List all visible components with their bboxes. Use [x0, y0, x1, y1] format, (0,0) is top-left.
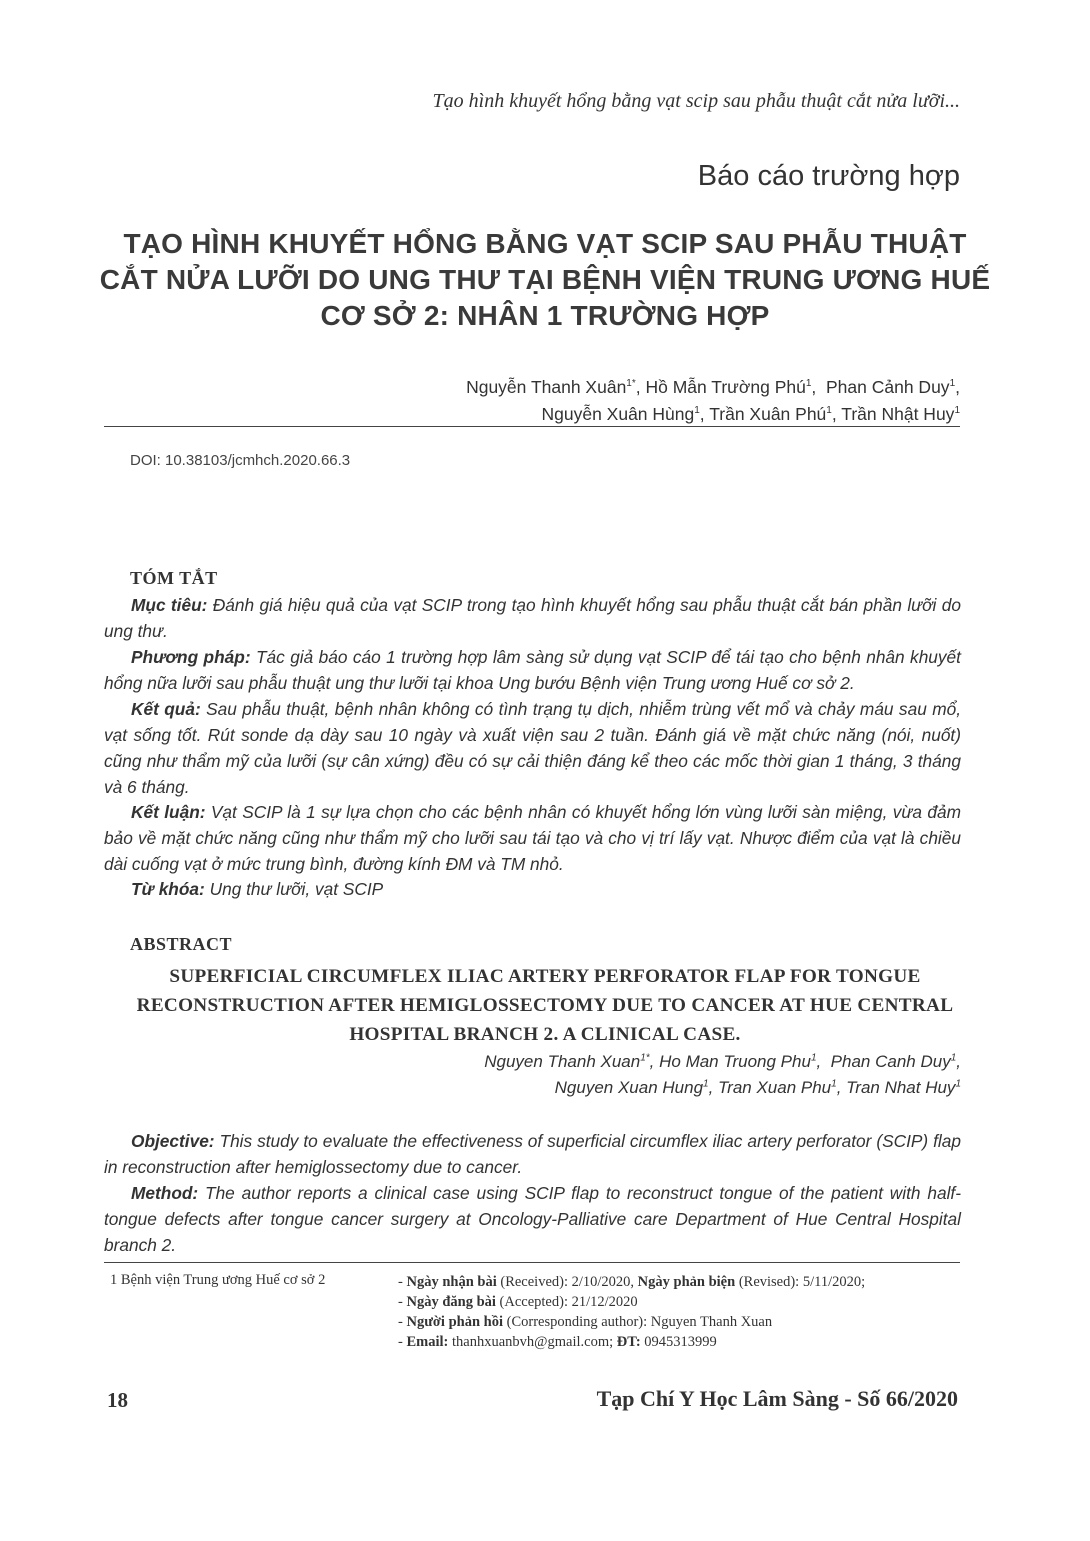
- author-affiliation: 1*: [640, 1052, 650, 1064]
- summary-objective: [104, 592, 961, 644]
- summary-conclusion: [104, 799, 961, 877]
- author-affiliation: 1: [826, 405, 832, 417]
- author-line: Nguyen Thanh Xuan$^{1*}$, Ho Man Truong Phu$^1$, Phan Canh Duy$^1$,: [484, 1052, 961, 1071]
- doi: DOI: 10.38103/jcmhch.2020.66.3: [130, 452, 351, 469]
- paragraph-label: Objective:: [131, 1131, 215, 1151]
- author-name: Nguyen Thanh Xuan: [484, 1052, 641, 1071]
- page-number: 18: [107, 1388, 128, 1412]
- accepted-line: - Ngày đăng bài (Accepted): 21/12/2020: [398, 1294, 638, 1310]
- paragraph-text: Sau phẫu thuật, bệnh nhân không có tình trạng tụ dịch, nhiễm trùng vết mổ và chảy máu sau mổ, vạt sống tốt. Rút sonde dạ dày sau 10 ngày và xuất viện sau 2 tuần. Đánh giá về mặt chức năng (nói, nuốt) cũng như thẩm mỹ của lưỡi (sự cân xứng) đều có sự cải thiện đáng kể theo các mốc thời gian 1 tháng, 3 tháng và 6 tháng.: [104, 699, 962, 797]
- author-name: Nguyễn Xuân Hùng: [541, 404, 695, 424]
- author-name: Phan Canh Duy: [830, 1052, 951, 1071]
- title-line: CẮT NỬA LƯỠI DO UNG THƯ TẠI BỆNH VIỆN TRUNG ƯƠNG HUẾ: [99, 264, 991, 295]
- phone-value: 0945313999: [644, 1334, 717, 1350]
- author-list: [466, 374, 960, 428]
- running-head: Tạo hình khuyết hổng bằng vạt scip sau phẫu thuật cắt nửa lưỡi...: [432, 90, 960, 112]
- title-line: HOSPITAL BRANCH 2. A CLINICAL CASE.: [349, 1024, 741, 1045]
- abstract-heading: ABSTRACT: [130, 934, 233, 954]
- author-name: Ho Man Truong Phu: [659, 1052, 811, 1071]
- author-affiliation: 1: [703, 1078, 709, 1090]
- paragraph-label: Method:: [131, 1183, 199, 1203]
- paragraph-label: Mục tiêu:: [131, 595, 208, 615]
- paragraph-text: Ung thư lưỡi, vạt SCIP: [209, 879, 384, 899]
- author-affiliation: 1*: [626, 378, 636, 390]
- author-name: Nguyen Xuan Hung: [554, 1078, 704, 1097]
- meta-value: (Corresponding author): Nguyen Thanh Xuan: [506, 1314, 773, 1330]
- paragraph-label: Kết luận:: [131, 802, 206, 822]
- meta-label: Email:: [406, 1334, 449, 1350]
- paragraph-text: Đánh giá hiệu quả của vạt SCIP trong tạo hình khuyết hổng sau phẫu thuật cắt bán phần lưỡi do ung thư.: [104, 595, 961, 641]
- paragraph-text: Vạt SCIP là 1 sự lựa chọn cho các bệnh nhân có khuyết hổng lớn vùng lưỡi sàn miệng, vừa đảm bảo về mặt chức năng cũng như thẩm mỹ cho lưỡi sau tái tạo và cho vị trí lấy vạt. Nhược điểm của vạt là chiều dài cuống vạt ở mức trung bình, đường kính ĐM và TM nhỏ.: [104, 802, 961, 874]
- title-line: TẠO HÌNH KHUYẾT HỔNG BẰNG VẠT SCIP SAU PHẪU THUẬT: [123, 228, 967, 259]
- title-line: RECONSTRUCTION AFTER HEMIGLOSSECTOMY DUE TO CANCER AT HUE CENTRAL: [136, 995, 954, 1016]
- author-name: Phan Cảnh Duy: [826, 377, 950, 397]
- meta-value: (Accepted): 21/12/2020: [499, 1294, 638, 1310]
- meta-label: ĐT:: [616, 1334, 641, 1350]
- journal-name: Tạp Chí Y Học Lâm Sàng - Số 66/2020: [596, 1386, 958, 1411]
- summary-method: [104, 644, 961, 696]
- title-line: CƠ SỞ 2: NHÂN 1 TRƯỜNG HỢP: [320, 300, 770, 331]
- corresponding-line: - Người phản hồi (Corresponding author): Nguyen Thanh Xuan: [398, 1314, 773, 1330]
- header-divider: [104, 426, 960, 427]
- article-title: [0, 226, 1090, 334]
- footnote-divider: [104, 1262, 960, 1263]
- summary-result: [104, 696, 961, 800]
- paragraph-text: The author reports a clinical case using SCIP flap to reconstruct tongue of the patient with half-tongue defects after tongue cancer surgery at Oncology-Palliative care Department of Hue Central Hospital branch 2.: [104, 1183, 961, 1255]
- author-affiliation: 1: [831, 1078, 837, 1090]
- author-line: Nguyen Xuan Hung$^1$, Tran Xuan Phu$^1$, Tran Nhat Huy$^1$: [554, 1078, 961, 1097]
- english-author-list: [484, 1049, 961, 1101]
- paragraph-label: Từ khóa:: [131, 879, 205, 899]
- affiliation-footnote: 1 Bệnh viện Trung ương Huế cơ sở 2: [110, 1272, 326, 1288]
- title-line: SUPERFICIAL CIRCUMFLEX ILIAC ARTERY PERFORATOR FLAP FOR TONGUE: [169, 966, 921, 987]
- abstract-method: [104, 1180, 961, 1258]
- meta-value: (Revised): 5/11/2020;: [738, 1274, 866, 1290]
- abstract-objective: [104, 1128, 961, 1180]
- summary-keywords: [104, 876, 961, 902]
- meta-label: Người phản hồi: [406, 1314, 503, 1330]
- meta-value: (Received): 2/10/2020,: [500, 1274, 635, 1290]
- author-affiliation: 1: [810, 1052, 817, 1064]
- meta-label: Ngày nhận bài: [406, 1274, 497, 1290]
- author-line: Nguyễn Thanh Xuân$^{1*}$, Hồ Mẫn Trường Phú$^1$, Phan Cảnh Duy$^1$,: [466, 377, 960, 397]
- author-name: Trần Nhật Huy: [841, 404, 955, 424]
- paragraph-label: Kết quả:: [131, 699, 201, 719]
- summary-heading: TÓM TẮT: [130, 568, 218, 588]
- author-affiliation: 1: [955, 1078, 961, 1090]
- author-affiliation: 1: [694, 405, 700, 417]
- article-metadata: [398, 1272, 865, 1352]
- meta-label: Ngày phản biện: [637, 1274, 736, 1290]
- author-affiliation: 1: [950, 1052, 957, 1064]
- author-name: Tran Xuan Phu: [718, 1078, 832, 1097]
- author-name: Nguyễn Thanh Xuân: [466, 377, 627, 397]
- received-line: - Ngày nhận bài (Received): 2/10/2020, Ngày phản biện (Revised): 5/11/2020;: [398, 1274, 866, 1290]
- paragraph-label: Phương pháp:: [131, 647, 251, 667]
- author-name: Tran Nhat Huy: [846, 1078, 956, 1097]
- contact-line: - Email: thanhxuanbvh@gmail.com; ĐT: 0945313999: [398, 1334, 717, 1350]
- author-line: Nguyễn Xuân Hùng$^1$, Trần Xuân Phú$^1$, Trần Nhật Huy$^1$: [541, 404, 960, 424]
- author-affiliation: 1: [805, 378, 812, 390]
- section-label: Báo cáo trường hợp: [697, 160, 960, 192]
- paragraph-text: This study to evaluate the effectiveness of superficial circumflex iliac artery perforator (SCIP) flap in reconstruction after hemiglossectomy due to cancer.: [104, 1131, 961, 1177]
- email-value: thanhxuanbvh@gmail.com;: [451, 1334, 614, 1350]
- meta-label: Ngày đăng bài: [406, 1294, 496, 1310]
- paragraph-text: Tác giả báo cáo 1 trường hợp lâm sàng sử dụng vạt SCIP để tái tạo cho bệnh nhân khuyết hổng nữa lưỡi sau phẫu thuật ung thư lưỡi tại khoa Ung bướu Bệnh viện Trung ương Huế cơ sở 2.: [104, 647, 961, 693]
- author-name: Hồ Mẫn Trường Phú: [645, 377, 806, 397]
- author-affiliation: 1: [949, 378, 956, 390]
- author-affiliation: 1: [954, 405, 960, 417]
- english-title: [0, 962, 1090, 1049]
- author-name: Trần Xuân Phú: [709, 404, 827, 424]
